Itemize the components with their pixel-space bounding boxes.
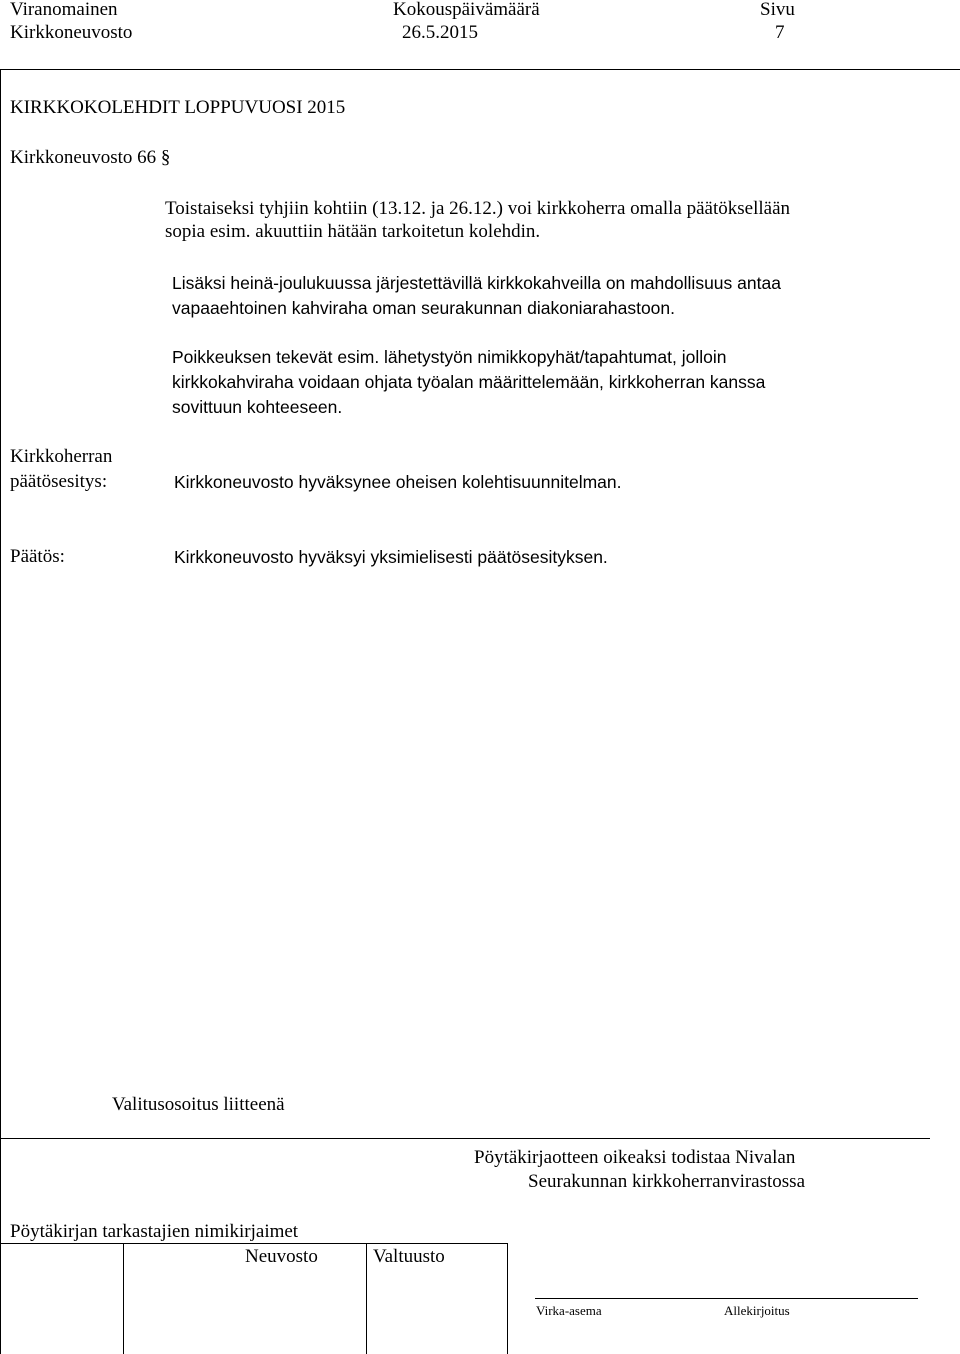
certification-line-2: Seurakunnan kirkkoherranvirastossa — [528, 1171, 806, 1192]
footer-divider — [0, 1138, 930, 1139]
initials-table-divider-1 — [123, 1243, 124, 1354]
paragraph-1-line-2: sopia esim. akuuttiin hätään tarkoitetun kolehdin. — [165, 221, 541, 242]
proposal-label-line-1: Kirkkoherran — [10, 446, 113, 467]
initials-table-top — [0, 1243, 508, 1244]
decision-label: Päätös: — [10, 546, 65, 567]
proposal-text: Kirkkoneuvosto hyväksynee oheisen kolehtisuunnitelman. — [174, 472, 622, 492]
paragraph-3-line-1: Poikkeuksen tekevät esim. lähetystyön nimikkopyhät/tapahtumat, jolloin — [172, 347, 727, 367]
signature-line — [535, 1298, 918, 1299]
header-page-label: Sivu — [760, 0, 795, 20]
paragraph-2-line-2: vapaaehtoinen kahviraha oman seurakunnan diakoniarahastoon. — [172, 298, 676, 318]
proposal-label-line-2: päätösesitys: — [10, 471, 108, 492]
header-authority-value: Kirkkoneuvosto — [10, 22, 133, 43]
section-title: KIRKKOKOLEHDIT LOPPUVUOSI 2015 — [10, 97, 346, 118]
left-border — [0, 69, 1, 1354]
header-date-value: 26.5.2015 — [402, 22, 478, 43]
paragraph-2-line-1: Lisäksi heinä-joulukuussa järjestettävillä kirkkokahveilla on mahdollisuus antaa — [172, 273, 781, 293]
header-authority-label: Viranomainen — [10, 0, 118, 20]
header-date-label: Kokouspäivämäärä — [393, 0, 540, 20]
initials-table-right — [507, 1243, 508, 1354]
certification-line-1: Pöytäkirjaotteen oikeaksi todistaa Nivalan — [474, 1147, 796, 1168]
paragraph-3-line-3: sovittuun kohteeseen. — [172, 397, 343, 417]
paragraph-1-line-1: Toistaiseksi tyhjiin kohtiin (13.12. ja 26.12.) voi kirkkoherra omalla päätöksellään — [165, 198, 791, 219]
initials-col-neuvosto: Neuvosto — [245, 1246, 318, 1267]
appeal-note: Valitusosoitus liitteenä — [112, 1094, 285, 1115]
section-reference: Kirkkoneuvosto 66 § — [10, 147, 171, 168]
header-divider — [0, 69, 960, 70]
initials-col-valtuusto: Valtuusto — [373, 1246, 445, 1267]
initials-title: Pöytäkirjan tarkastajien nimikirjaimet — [10, 1221, 299, 1242]
signature-signature-label: Allekirjoitus — [724, 1303, 790, 1318]
header-page-value: 7 — [775, 22, 785, 43]
initials-table-divider-2 — [366, 1243, 367, 1354]
decision-text: Kirkkoneuvosto hyväksyi yksimielisesti päätösesityksen. — [174, 547, 608, 567]
paragraph-3-line-2: kirkkokahviraha voidaan ohjata työalan määrittelemään, kirkkoherran kanssa — [172, 372, 766, 392]
signature-position-label: Virka-asema — [536, 1303, 602, 1318]
